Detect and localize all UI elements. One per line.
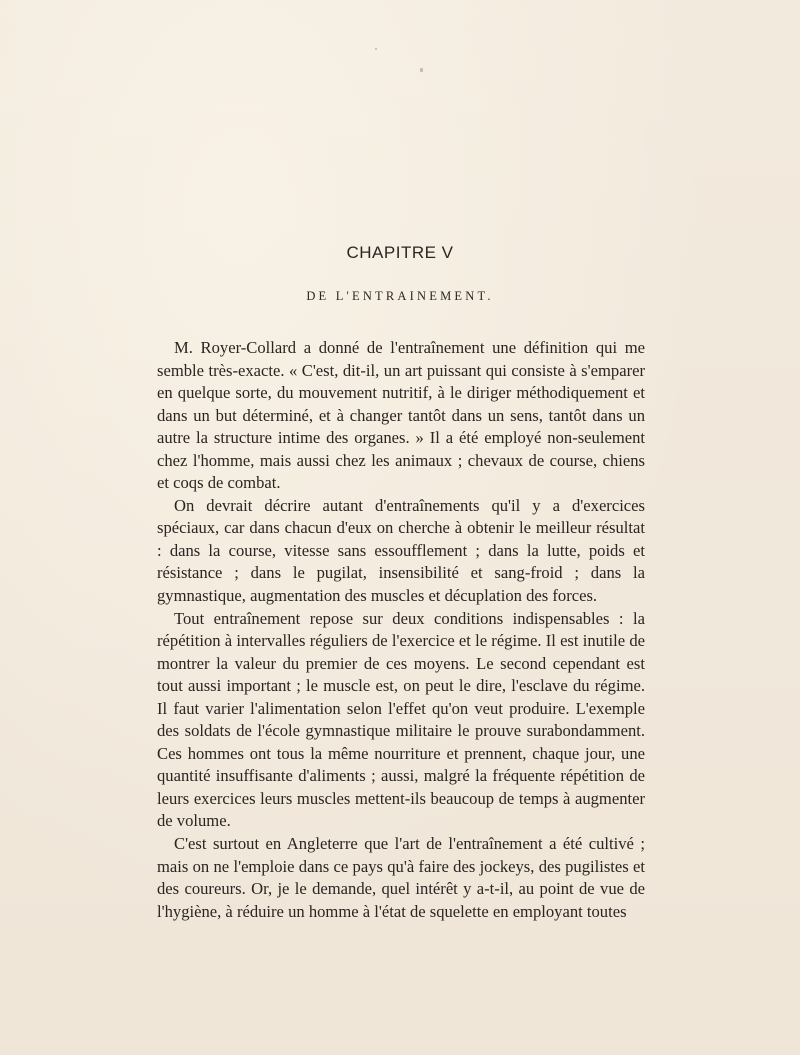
- chapter-subtitle: DE L'ENTRAINEMENT.: [306, 289, 494, 303]
- paper-speck: [420, 68, 423, 72]
- body-text: [157, 337, 645, 923]
- paragraph: On devrait décrire autant d'entraînements qu'il y a d'exercices spéciaux, car dans chacun d'eux on cherche à obtenir le meilleur résultat : dans la course, vitesse sans essoufflement ; dans la lutte, poids et résistance ; dans le pugilat, insensibilité et sang-froid ; dans la gymnastique, augmentation des muscles et décuplation des forces.: [157, 495, 645, 606]
- chapter-title: CHAPITRE V: [346, 243, 454, 262]
- paragraph: Tout entraînement repose sur deux conditions indispensables : la répétition à intervalles réguliers de l'exercice et le régime. Il est inutile de montrer la valeur du premier de ces moyens. Le second cependant est tout aussi important ; le muscle est, on peut le dire, l'esclave du régime. Il faut varier l'alimentation selon l'effet qu'on veut produire. L'exemple des soldats de l'école gymnastique militaire le prouve surabondamment. Ces hommes ont tous la même nourriture et prennent, chaque jour, une quantité insuffisante d'aliments ; aussi, malgré la fréquente répétition de leurs exercices leurs muscles mettent-ils beaucoup de temps à augmenter de volume.: [157, 608, 645, 831]
- paragraph: M. Royer-Collard a donné de l'entraînement une définition qui me semble très-exacte. « C'est, dit-il, un art puissant qui consiste à s'emparer en quelque sorte, du mouvement nutritif, à le diriger méthodiquement et dans un but déterminé, et à changer tantôt dans un sens, tantôt dans un autre la structure intime des organes. » Il a été employé non-seulement chez l'homme, mais aussi chez les animaux ; chevaux de course, chiens et coqs de combat.: [157, 338, 645, 493]
- paper-speck: [375, 48, 377, 50]
- paragraph: C'est surtout en Angleterre que l'art de l'entraînement a été cultivé ; mais on ne l'emploie dans ce pays qu'à faire des jockeys, des pugilistes et des coureurs. Or, je le demande, quel intérêt y a-t-il, au point de vue de l'hygiène, à réduire un homme à l'état de squelette en employant toutes: [157, 834, 645, 921]
